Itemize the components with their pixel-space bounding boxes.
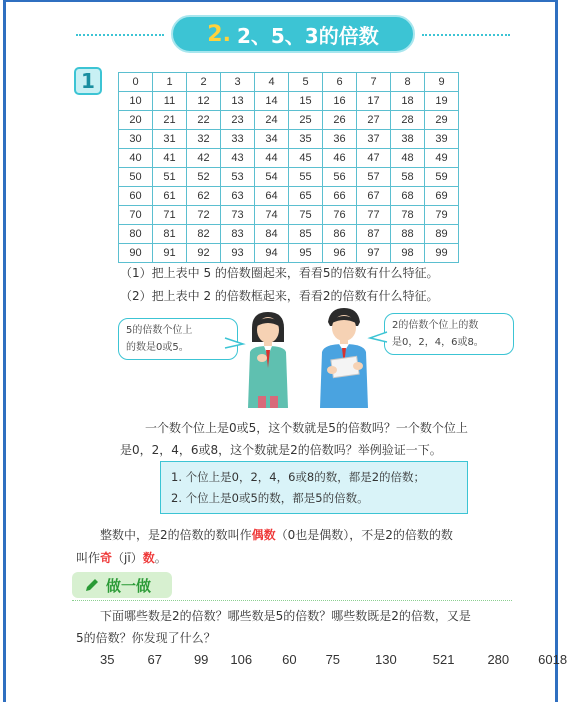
try-it-label: 做一做 <box>106 576 152 595</box>
grid-cell: 26 <box>323 111 357 130</box>
grid-cell: 20 <box>119 111 153 130</box>
grid-cell: 52 <box>187 168 221 187</box>
grid-cell: 2 <box>187 73 221 92</box>
grid-cell: 73 <box>221 206 255 225</box>
grid-cell: 65 <box>289 187 323 206</box>
grid-cell: 85 <box>289 225 323 244</box>
grid-cell: 64 <box>255 187 289 206</box>
grid-cell: 93 <box>221 244 255 263</box>
definition-text-b: （0也是偶数），不是2的倍数的数 <box>275 528 453 542</box>
grid-cell: 68 <box>391 187 425 206</box>
exercise-number: 280 <box>487 652 510 667</box>
grid-cell: 75 <box>289 206 323 225</box>
grid-cell: 74 <box>255 206 289 225</box>
grid-cell: 71 <box>153 206 187 225</box>
grid-cell: 9 <box>425 73 459 92</box>
grid-cell: 39 <box>425 130 459 149</box>
grid-cell: 23 <box>221 111 255 130</box>
grid-cell: 16 <box>323 92 357 111</box>
grid-cell: 94 <box>255 244 289 263</box>
question-line-1: 一个数个位上是0或5，这个数就是5的倍数吗？一个数个位上 <box>145 421 468 435</box>
grid-cell: 88 <box>391 225 425 244</box>
grid-cell: 33 <box>221 130 255 149</box>
grid-cell: 58 <box>391 168 425 187</box>
exercise-number: 67 <box>147 652 162 667</box>
term-odd-pinyin: （jī） <box>112 551 143 565</box>
section-badge: 1 <box>74 67 102 95</box>
girl-illustration <box>238 308 298 408</box>
grid-cell: 55 <box>289 168 323 187</box>
grid-cell: 45 <box>289 149 323 168</box>
grid-cell: 54 <box>255 168 289 187</box>
grid-cell: 49 <box>425 149 459 168</box>
task-1: （1）把上表中 5 的倍数圈起来，看看5的倍数有什么特征。 <box>120 266 439 280</box>
question-line-2: 是0，2，4，6或8，这个数就是2的倍数吗？举例验证一下。 <box>120 443 442 457</box>
task-2: （2）把上表中 2 的倍数框起来，看看2的倍数有什么特征。 <box>120 289 439 303</box>
grid-cell: 70 <box>119 206 153 225</box>
grid-cell: 10 <box>119 92 153 111</box>
grid-cell: 87 <box>357 225 391 244</box>
grid-cell: 89 <box>425 225 459 244</box>
grid-cell: 46 <box>323 149 357 168</box>
grid-cell: 95 <box>289 244 323 263</box>
grid-cell: 6 <box>323 73 357 92</box>
grid-cell: 31 <box>153 130 187 149</box>
try-it-heading <box>72 572 172 598</box>
grid-cell: 98 <box>391 244 425 263</box>
term-odd-num: 数 <box>142 551 155 565</box>
grid-cell: 82 <box>187 225 221 244</box>
grid-cell: 67 <box>357 187 391 206</box>
lesson-title <box>171 15 415 53</box>
grid-cell: 53 <box>221 168 255 187</box>
grid-cell: 27 <box>357 111 391 130</box>
grid-cell: 80 <box>119 225 153 244</box>
lesson-number: 2. <box>207 21 231 47</box>
grid-row <box>119 130 459 149</box>
grid-cell: 15 <box>289 92 323 111</box>
exercise-number: 130 <box>375 652 397 667</box>
rule-1: 1. 个位上是0，2，4，6或8的数，都是2的倍数； <box>171 470 426 484</box>
exercise-number: 35 <box>100 652 115 667</box>
grid-cell: 56 <box>323 168 357 187</box>
exercise-number: 60 <box>282 652 297 667</box>
grid-cell: 61 <box>153 187 187 206</box>
exercise-numbers <box>100 652 567 667</box>
grid-cell: 44 <box>255 149 289 168</box>
grid-cell: 7 <box>357 73 391 92</box>
definition-text-c: 叫作 <box>76 551 101 565</box>
grid-cell: 69 <box>425 187 459 206</box>
grid-cell: 14 <box>255 92 289 111</box>
grid-cell: 90 <box>119 244 153 263</box>
try-it-divider <box>72 600 512 601</box>
grid-row <box>119 206 459 225</box>
grid-row <box>119 168 459 187</box>
girl-speech-line-2: 的数是0或5。 <box>126 342 189 353</box>
grid-cell: 99 <box>425 244 459 263</box>
exercise-number: 99 <box>193 652 209 667</box>
grid-cell: 60 <box>119 187 153 206</box>
boy-illustration <box>310 306 376 408</box>
pencil-icon <box>84 577 100 593</box>
exercise-number: 521 <box>432 652 455 667</box>
definition-line-2 <box>76 549 167 566</box>
grid-cell: 12 <box>187 92 221 111</box>
lesson-title-text: 2、5、3的倍数 <box>236 23 379 48</box>
grid-cell: 76 <box>323 206 357 225</box>
grid-cell: 72 <box>187 206 221 225</box>
exercise-number: 6018 <box>538 652 567 667</box>
grid-cell: 5 <box>289 73 323 92</box>
grid-row <box>119 92 459 111</box>
grid-row <box>119 149 459 168</box>
grid-cell: 77 <box>357 206 391 225</box>
grid-cell: 48 <box>391 149 425 168</box>
grid-cell: 35 <box>289 130 323 149</box>
grid-cell: 32 <box>187 130 221 149</box>
grid-cell: 21 <box>153 111 187 130</box>
grid-row <box>119 111 459 130</box>
grid-cell: 1 <box>153 73 187 92</box>
grid-cell: 29 <box>425 111 459 130</box>
grid-cell: 22 <box>187 111 221 130</box>
definition-line-1 <box>100 526 453 543</box>
girl-speech-bubble <box>118 318 238 360</box>
exercise-number: 75 <box>325 652 341 667</box>
grid-cell: 38 <box>391 130 425 149</box>
grid-cell: 57 <box>357 168 391 187</box>
grid-cell: 41 <box>153 149 187 168</box>
boy-speech-line-2: 是0，2，4，6或8。 <box>392 337 484 348</box>
grid-cell: 17 <box>357 92 391 111</box>
definition-end: 。 <box>154 551 167 565</box>
exercise-number: 106 <box>230 652 253 667</box>
grid-cell: 43 <box>221 149 255 168</box>
grid-cell: 97 <box>357 244 391 263</box>
grid-cell: 28 <box>391 111 425 130</box>
boy-speech-bubble <box>384 313 514 355</box>
grid-cell: 34 <box>255 130 289 149</box>
grid-cell: 25 <box>289 111 323 130</box>
grid-cell: 91 <box>153 244 187 263</box>
grid-cell: 47 <box>357 149 391 168</box>
grid-cell: 36 <box>323 130 357 149</box>
grid-cell: 13 <box>221 92 255 111</box>
page-frame-top <box>3 0 558 2</box>
grid-cell: 3 <box>221 73 255 92</box>
hundred-chart <box>118 72 459 263</box>
rules-box <box>160 461 468 514</box>
term-even: 偶数 <box>251 528 276 542</box>
exercise-line-1: 下面哪些数是2的倍数？哪些数是5的倍数？哪些数既是2的倍数，又是 <box>100 609 471 623</box>
grid-cell: 59 <box>425 168 459 187</box>
grid-cell: 42 <box>187 149 221 168</box>
title-dots-right <box>422 34 510 36</box>
grid-cell: 92 <box>187 244 221 263</box>
grid-cell: 24 <box>255 111 289 130</box>
grid-cell: 84 <box>255 225 289 244</box>
grid-cell: 0 <box>119 73 153 92</box>
grid-cell: 8 <box>391 73 425 92</box>
grid-cell: 63 <box>221 187 255 206</box>
grid-row <box>119 244 459 263</box>
grid-cell: 78 <box>391 206 425 225</box>
grid-row <box>119 187 459 206</box>
definition-text-a: 整数中，是2的倍数的数叫作 <box>100 528 252 542</box>
grid-cell: 4 <box>255 73 289 92</box>
grid-cell: 96 <box>323 244 357 263</box>
grid-cell: 19 <box>425 92 459 111</box>
exercise-line-2: 5的倍数？你发现了什么？ <box>76 631 216 645</box>
grid-cell: 30 <box>119 130 153 149</box>
grid-cell: 86 <box>323 225 357 244</box>
grid-cell: 62 <box>187 187 221 206</box>
grid-cell: 40 <box>119 149 153 168</box>
grid-cell: 66 <box>323 187 357 206</box>
grid-cell: 18 <box>391 92 425 111</box>
grid-row <box>119 225 459 244</box>
grid-cell: 79 <box>425 206 459 225</box>
grid-cell: 11 <box>153 92 187 111</box>
page-frame-left <box>3 0 6 702</box>
girl-speech-line-1: 5的倍数个位上 <box>126 325 193 336</box>
rule-2: 2. 个位上是0或5的数，都是5的倍数。 <box>171 491 369 505</box>
grid-row <box>119 73 459 92</box>
grid-cell: 37 <box>357 130 391 149</box>
grid-cell: 83 <box>221 225 255 244</box>
boy-speech-line-1: 2的倍数个位上的数 <box>392 320 479 331</box>
term-odd-char: 奇 <box>100 551 113 565</box>
grid-cell: 81 <box>153 225 187 244</box>
title-dots-left <box>76 34 164 36</box>
grid-cell: 50 <box>119 168 153 187</box>
grid-cell: 51 <box>153 168 187 187</box>
page-frame-right <box>555 0 558 702</box>
